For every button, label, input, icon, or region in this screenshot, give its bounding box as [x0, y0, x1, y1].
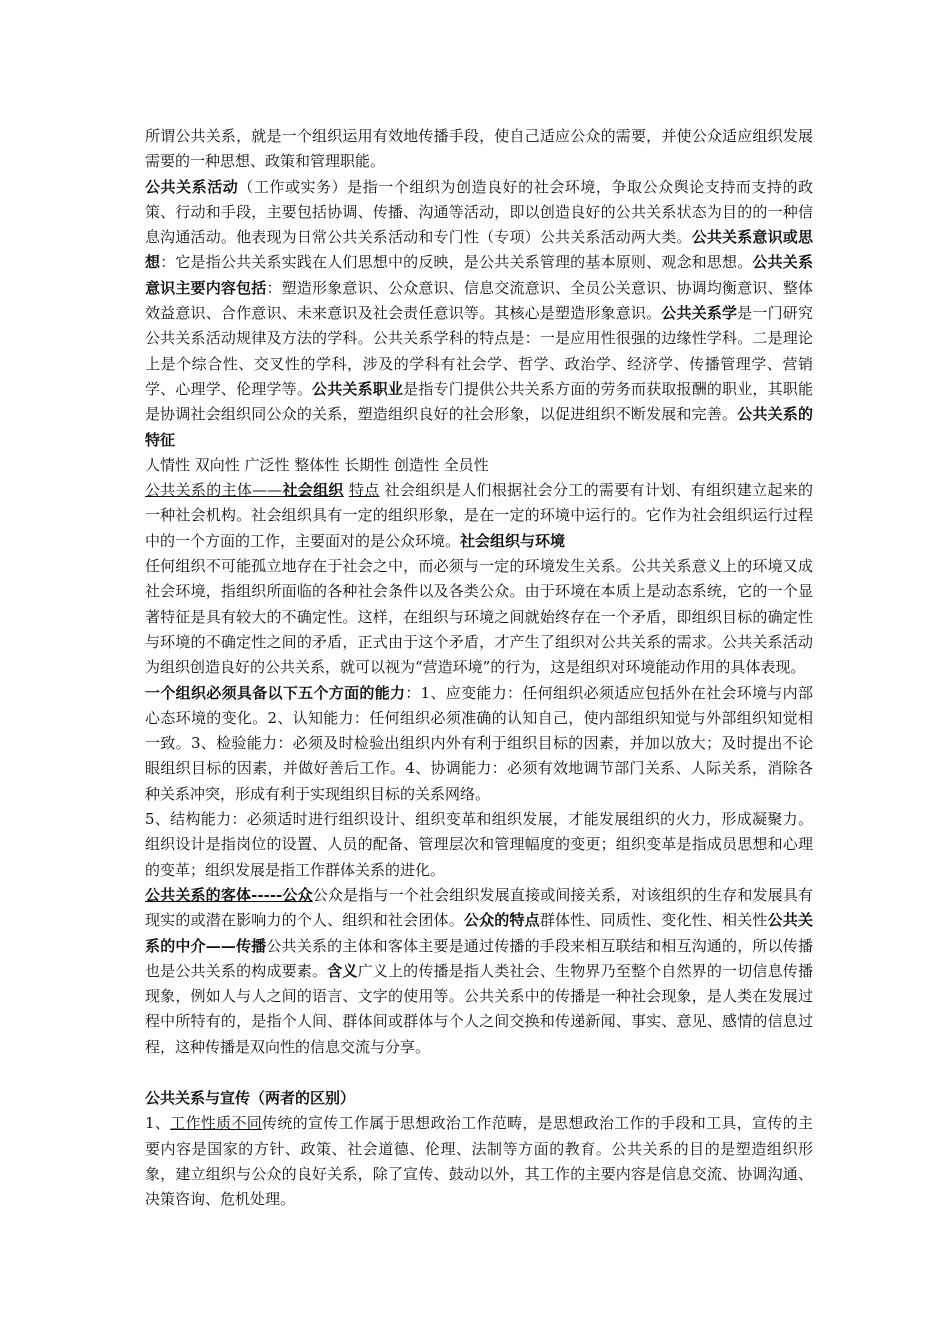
- term-organization-environment: 社会组织与环境: [460, 531, 566, 550]
- heading-pr-vs-propaganda-text: 公共关系与宣传（两者的区别）: [145, 1088, 356, 1107]
- paragraph-structural-ability: [145, 807, 813, 883]
- term-pr-studies: 公共关系学: [661, 304, 738, 323]
- text-pr-medium: 公共关系的主体和客体主要是通过传播的手段来相互联结和相互沟通的，所以传播也是公共关系的构成要素。: [145, 936, 813, 980]
- term-five-abilities: 一个组织必须具备以下五个方面的能力: [145, 683, 406, 702]
- term-awareness-content: 公共关系意识主要内容包括: [145, 253, 813, 297]
- term-characteristics: 特点: [348, 481, 380, 500]
- heading-pr-object: 公共关系的客体-----公众: [145, 885, 313, 904]
- term-meaning: 含义: [327, 961, 358, 980]
- text-pr-awareness: ：它是指公共关系实践在人们思想中的反映，是公共关系管理的基本原则、观念和思想。: [160, 253, 753, 272]
- term-pr-awareness: 公共关系意识或思想: [145, 228, 813, 272]
- paragraph-environment: [145, 554, 813, 680]
- paragraph-pr-object: [145, 883, 813, 1060]
- document-body: [145, 124, 813, 1212]
- paragraph-pr-subject: [145, 478, 813, 554]
- text-awareness-content: ：塑造形象意识、公众意识、信息交流意识、全员公关意识、协调均衡意识、整体效益意识、合作意识、未来意识及社会责任意识等。其核心是塑造形象意识。: [145, 278, 813, 323]
- paragraph-gap: [145, 1060, 813, 1086]
- features-list-text: 人情性 双向性 广泛性 整体性 长期性 创造性 全员性: [145, 455, 489, 474]
- term-pr-activity: 公共关系活动: [145, 177, 239, 196]
- environment-text: 任何组织不可能孤立地存在于社会之中，而必须与一定的环境发生关系。公共关系意义上的环境又成社会环境，指组织所面临的各种社会条件以及各类公众。由于环境在本质上是动态系统，它的一个显著特征是具有较大的不确定性。这样，在组织与环境之间就始终存在一个矛盾，即组织目标的确定性与环境的不确定性之间的矛盾，正式由于这个矛盾，才产生了组织对公共关系的需求。公共关系活动为组织创造良好的公共关系，就可以视为“营造环境”的行为，这是组织对环境能动作用的具体表现。: [145, 557, 813, 677]
- text-public-features: 群体性、同质性、变化性、相关性: [539, 911, 768, 930]
- text-meaning: 广义上的传播是指人类社会、生物界乃至整个自然界的一切信息传播现象，例如人与人之间的语言、文字的使用等。公共关系中的传播是一种社会现象，是人类在发展过程中所特有的，是指个人间、群体间或群体与个人之间交换和传递新闻、事实、意见、感情的信息过程，这种传播是双向性的信息交流与分享。: [145, 961, 813, 1056]
- paragraph-five-abilities: [145, 681, 813, 807]
- text-work-nature: 传统的宣传工作属于思想政治工作范畴，是思想政治工作的手段和工具，宣传的主要内容是国家的方针、政策、社会道德、伦理、法制等方面的教育。公共关系的目的是塑造组织形象，建立组织与公众的良好关系，除了宣传、鼓动以外，其工作的主要内容是信息交流、协调沟通、决策咨询、危机处理。: [145, 1114, 813, 1209]
- paragraph-pr-activity: [145, 175, 813, 453]
- term-public-features: 公众的特点: [463, 911, 540, 930]
- heading-pr-subject: 公共关系的主体——: [145, 481, 283, 500]
- paragraph-difference-1: [145, 1111, 813, 1212]
- item-number: 1、: [145, 1114, 171, 1133]
- term-social-organization: 社会组织: [282, 481, 344, 500]
- text-pr-profession: 是指专门提供公共关系方面的劳务而获取报酬的职业，其职能是协调社会组织同公众的关系，塑造组织良好的社会形象，以促进组织不断发展和完善。: [145, 379, 813, 424]
- text-social-organization: 社会组织是人们根据社会分工的需要有计划、有组织建立起来的一种社会机构。社会组织具有一定的组织形象，是在一定的环境中运行的。它作为社会组织运行过程中的一个方面的工作，主要面对的是公众环境。: [145, 481, 813, 550]
- structural-ability-text: 5、结构能力：必须适时进行组织设计、组织变革和组织发展，才能发展组织的火力，形成凝聚力。组织设计是指岗位的设置、人员的配备、管理层次和管理幅度的变更；组织变革是指成员思想和心理的变革；组织发展是指工作群体关系的进化。: [145, 810, 813, 879]
- text-public-definition: 公众是指与一个社会组织发展直接或间接关系，对该组织的生存和发展具有现实的或潜在影响力的个人、组织和社会团体。: [145, 885, 813, 930]
- term-pr-profession: 公共关系职业: [312, 379, 404, 398]
- heading-pr-vs-propaganda: [145, 1086, 813, 1111]
- paragraph-definition: [145, 124, 813, 175]
- text-five-abilities: ：1、应变能力：任何组织必须适应包括外在社会环境与内部心态环境的变化。2、认知能力：任何组织必须准确的认知自己，使内部组织知觉与外部组织知觉相一致。3、检验能力：必须及时检验出组织内外有利于组织目标的因素，并加以放大；及时提出不论眼组织目标的因素，并做好善后工作。4、协调能力：必须有效地调节部门关系、人际关系，消除各种关系冲突，形成有利于实现组织目标的关系网络。: [145, 683, 813, 803]
- paragraph-features-list: [145, 453, 813, 478]
- text-pr-studies: 是一门研究公共关系活动规律及方法的学科。公共关系学科的特点是：一是应用性很强的边缘性学科。二是理论上是个综合性、交叉性的学科，涉及的学科有社会学、哲学、政治学、经济学、传播管理学、营销学、心理学、伦理学等。: [145, 304, 813, 398]
- text-pr-activity: （工作或实务）是指一个组织为创造良好的社会环境，争取公众舆论支持而支持的政策、行动和手段，主要包括协调、传播、沟通等活动，即以创造良好的公共关系状态为目的的一种信息沟通活动。他表现为日常公共关系活动和专门性（专项）公共关系活动两大类。: [145, 177, 813, 247]
- term-work-nature: 工作性质不同: [170, 1114, 263, 1133]
- term-pr-medium: 公共关系的中介——传播: [145, 911, 813, 955]
- term-pr-features: 公共关系的特征: [145, 405, 813, 449]
- definition-text: 所谓公共关系，就是一个组织运用有效地传播手段，使自己适应公众的需要，并使公众适应组织发展需要的一种思想、政策和管理职能。: [145, 127, 813, 171]
